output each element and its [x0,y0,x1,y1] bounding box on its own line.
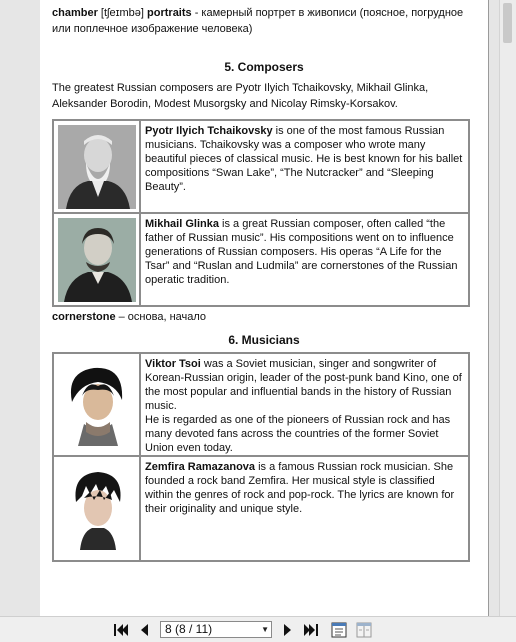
next-page-icon [282,623,294,637]
first-page-button[interactable] [112,621,130,638]
musician-description: is a famous Russian rock musician. She founded a rock band Zemfira. Her musical style is classified within the genres of rock and pop-rock. The lyrics are known for their originality and unique style. [145,461,455,515]
musician-text-cell [140,456,469,561]
glinka-portrait [58,218,136,302]
single-page-view-icon [331,622,347,638]
cornerstone-gloss [52,311,206,323]
composer-text-cell [140,120,469,213]
composer-description: is a great Russian composer, often called “the father of Russian music”. His compositions went on to influence generations of Russian composers. His operas “A Life for the Tsar” and “Ruslan and Ludmila” are cornerstones of the Russian operatic tradition. [145,218,458,286]
chamber-portraits-gloss [52,5,482,37]
table-row [53,353,469,456]
page-select[interactable] [160,621,272,638]
single-page-view-button[interactable] [330,621,348,638]
vertical-scrollbar[interactable] [499,0,516,616]
composer-description: is one of the most famous Russian musicians. Tchaikovsky was a composer who wrote many beautiful pieces of classical music. He is best known for his ballet compositions “Swan Lake”, “The Nutcracker” and “Sleeping Beauty”. [145,125,463,193]
tsoi-portrait [58,358,136,450]
document-page [40,0,489,616]
next-page-button[interactable] [280,621,296,638]
musician-name: Viktor Tsoi [145,358,201,370]
chamber-term: chamber [52,7,98,19]
gloss-definition: – основа, начало [115,311,207,323]
composers-intro: The greatest Russian composers are Pyotr Ilyich Tchaikovsky, Mikhail Glinka, Aleksander Borodin, Modest Musorgsky and Nicolay Rimsky-Korsakov. [52,82,429,110]
table-row [53,456,469,561]
composer-name: Mikhail Glinka [145,218,219,230]
two-page-view-icon [356,622,372,638]
composer-text-cell [140,213,469,306]
scrollbar-thumb[interactable] [503,3,512,43]
table-row [53,213,469,306]
last-page-icon [303,623,319,637]
last-page-button[interactable] [302,621,320,638]
chevron-down-icon: ▼ [261,625,269,634]
zemfira-portrait [58,461,136,555]
page-select-value: 8 (8 / 11) [165,622,213,636]
musician-description-2: He is regarded as one of the pioneers of Russian rock and has many devoted fans across the countries of the former Soviet Union even today. [145,414,451,454]
section-6-title: 6. Musicians [228,333,300,347]
prev-page-icon [138,623,150,637]
composer-name: Pyotr Ilyich Tchaikovsky [145,125,273,137]
chamber-definition: - камерный портрет в живописи (поясное, погрудное или поплечное изображение человека) [52,7,464,35]
portraits-term: portraits [147,7,192,19]
tchaikovsky-portrait [58,125,136,209]
musician-description: was a Soviet musician, singer and songwriter of Korean-Russian origin, leader of the post-punk band Kino, one of the most popular and influential bands in the history of Russian music. [145,358,462,412]
photo-cell [53,120,140,213]
prev-page-button[interactable] [136,621,152,638]
photo-cell [53,213,140,306]
two-page-view-button[interactable] [355,621,373,638]
photo-cell [53,353,140,456]
composers-table [52,119,470,307]
musician-name: Zemfira Ramazanova [145,461,256,473]
chamber-transcription: [tʃeɪmbə] [100,7,144,19]
table-row [53,120,469,213]
musician-text-cell [140,353,469,456]
first-page-icon [113,623,129,637]
musicians-table [52,352,470,562]
section-5-title: 5. Composers [224,60,304,74]
gloss-term: cornerstone [52,311,116,323]
navigation-toolbar [0,616,516,642]
photo-cell [53,456,140,561]
